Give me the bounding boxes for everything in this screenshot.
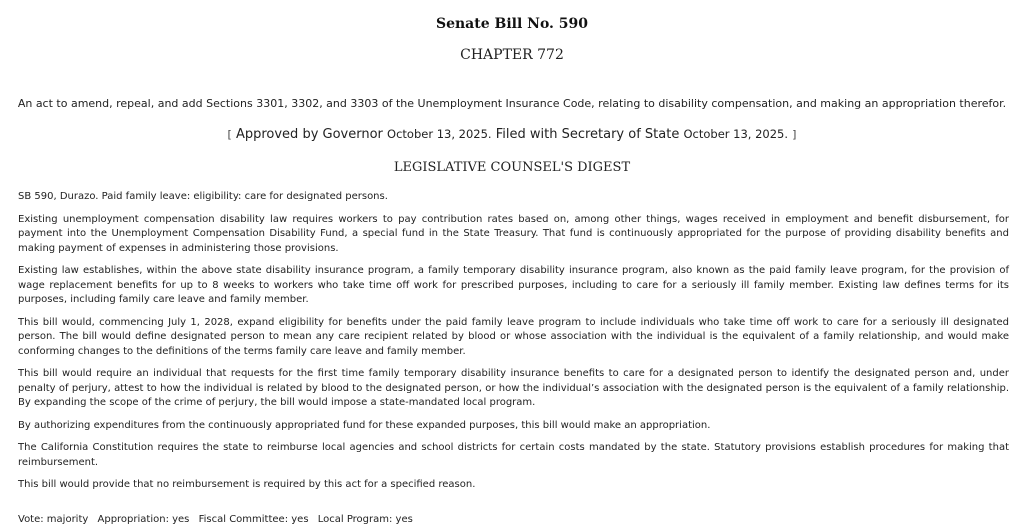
bill-title: Senate Bill No. 590: [435, 16, 589, 32]
digest-paragraph: This bill would, commencing July 1, 2028, expand eligibility for benefits under the paid family leave program to include individuals who take time off work to care for a seriously ill designated person. The bill would define designated person to mean any care recipient related by blood or whose association with the individual is the equivalent of a family relationship, and would make conforming changes to the definitions of the terms family care leave and family member.: [18, 316, 1009, 357]
digest-heading: LEGISLATIVE COUNSEL'S DIGEST: [393, 160, 631, 175]
fiscal-committee-flag: Fiscal Committee: yes: [198, 514, 309, 525]
chapter-number: CHAPTER 772: [460, 47, 564, 63]
digest-body: [18, 190, 1009, 501]
local-program-flag: Local Program: yes: [317, 514, 413, 525]
act-title: An act to amend, repeal, and add Sections 3301, 3302, and 3303 of the Unemployment Insurance Code, relating to disability compensation, and making an appropriation therefor.: [17, 97, 1007, 110]
appropriation-flag: Appropriation: yes: [97, 514, 190, 525]
digest-paragraph: This bill would require an individual that requests for the first time family temporary disability insurance benefits to care for a designated person to identify the designated person and, under penalty of perjury, attest to how the individual is related by blood to the designated person, or how the individual’s association with the designated person is the equivalent of a family relationship. By expanding the scope of the crime of perjury, the bill would impose a state-mandated local program.: [18, 368, 1009, 408]
close-bracket: ]: [792, 128, 797, 141]
approved-label: Approved by Governor: [235, 127, 383, 142]
approved-date: October 13, 2025.: [387, 127, 492, 141]
vote-type: Vote: majority: [18, 514, 89, 525]
digest-paragraph: This bill would provide that no reimbursement is required by this act for a specified reason.: [18, 479, 476, 490]
approval-line: [0, 127, 1024, 142]
vote-summary: [18, 514, 413, 526]
digest-summary: SB 590, Durazo. Paid family leave: eligibility: care for designated persons.: [18, 191, 388, 202]
digest-paragraph: The California Constitution requires the state to reimburse local agencies and school districts for certain costs mandated by the state. Statutory provisions establish procedures for making that reimbursement.: [18, 442, 1009, 468]
digest-paragraph: By authorizing expenditures from the continuously appropriated fund for these expanded purposes, this bill would make an appropriation.: [18, 419, 711, 431]
digest-paragraph: Existing unemployment compensation disability law requires workers to pay contribution rates based on, among other things, wages received in employment and benefit disbursement, for payment into the Unemployment Compensation Disability Fund, a special fund in the State Treasury. That fund is continuously appropriated for the purpose of providing disability benefits and making payment of expenses in administering those provisions.: [18, 213, 1009, 254]
open-bracket: [: [227, 128, 232, 141]
digest-paragraph: Existing law establishes, within the above state disability insurance program, a family temporary disability insurance program, also known as the paid family leave program, for the provision of wage replacement benefits for up to 8 weeks to workers who take time off work for prescribed purposes, including to care for a seriously ill family member. Existing law defines terms for its purposes, including family care leave and family member.: [18, 265, 1009, 305]
filed-date: October 13, 2025.: [683, 127, 789, 141]
filed-label: Filed with Secretary of State: [495, 127, 680, 142]
